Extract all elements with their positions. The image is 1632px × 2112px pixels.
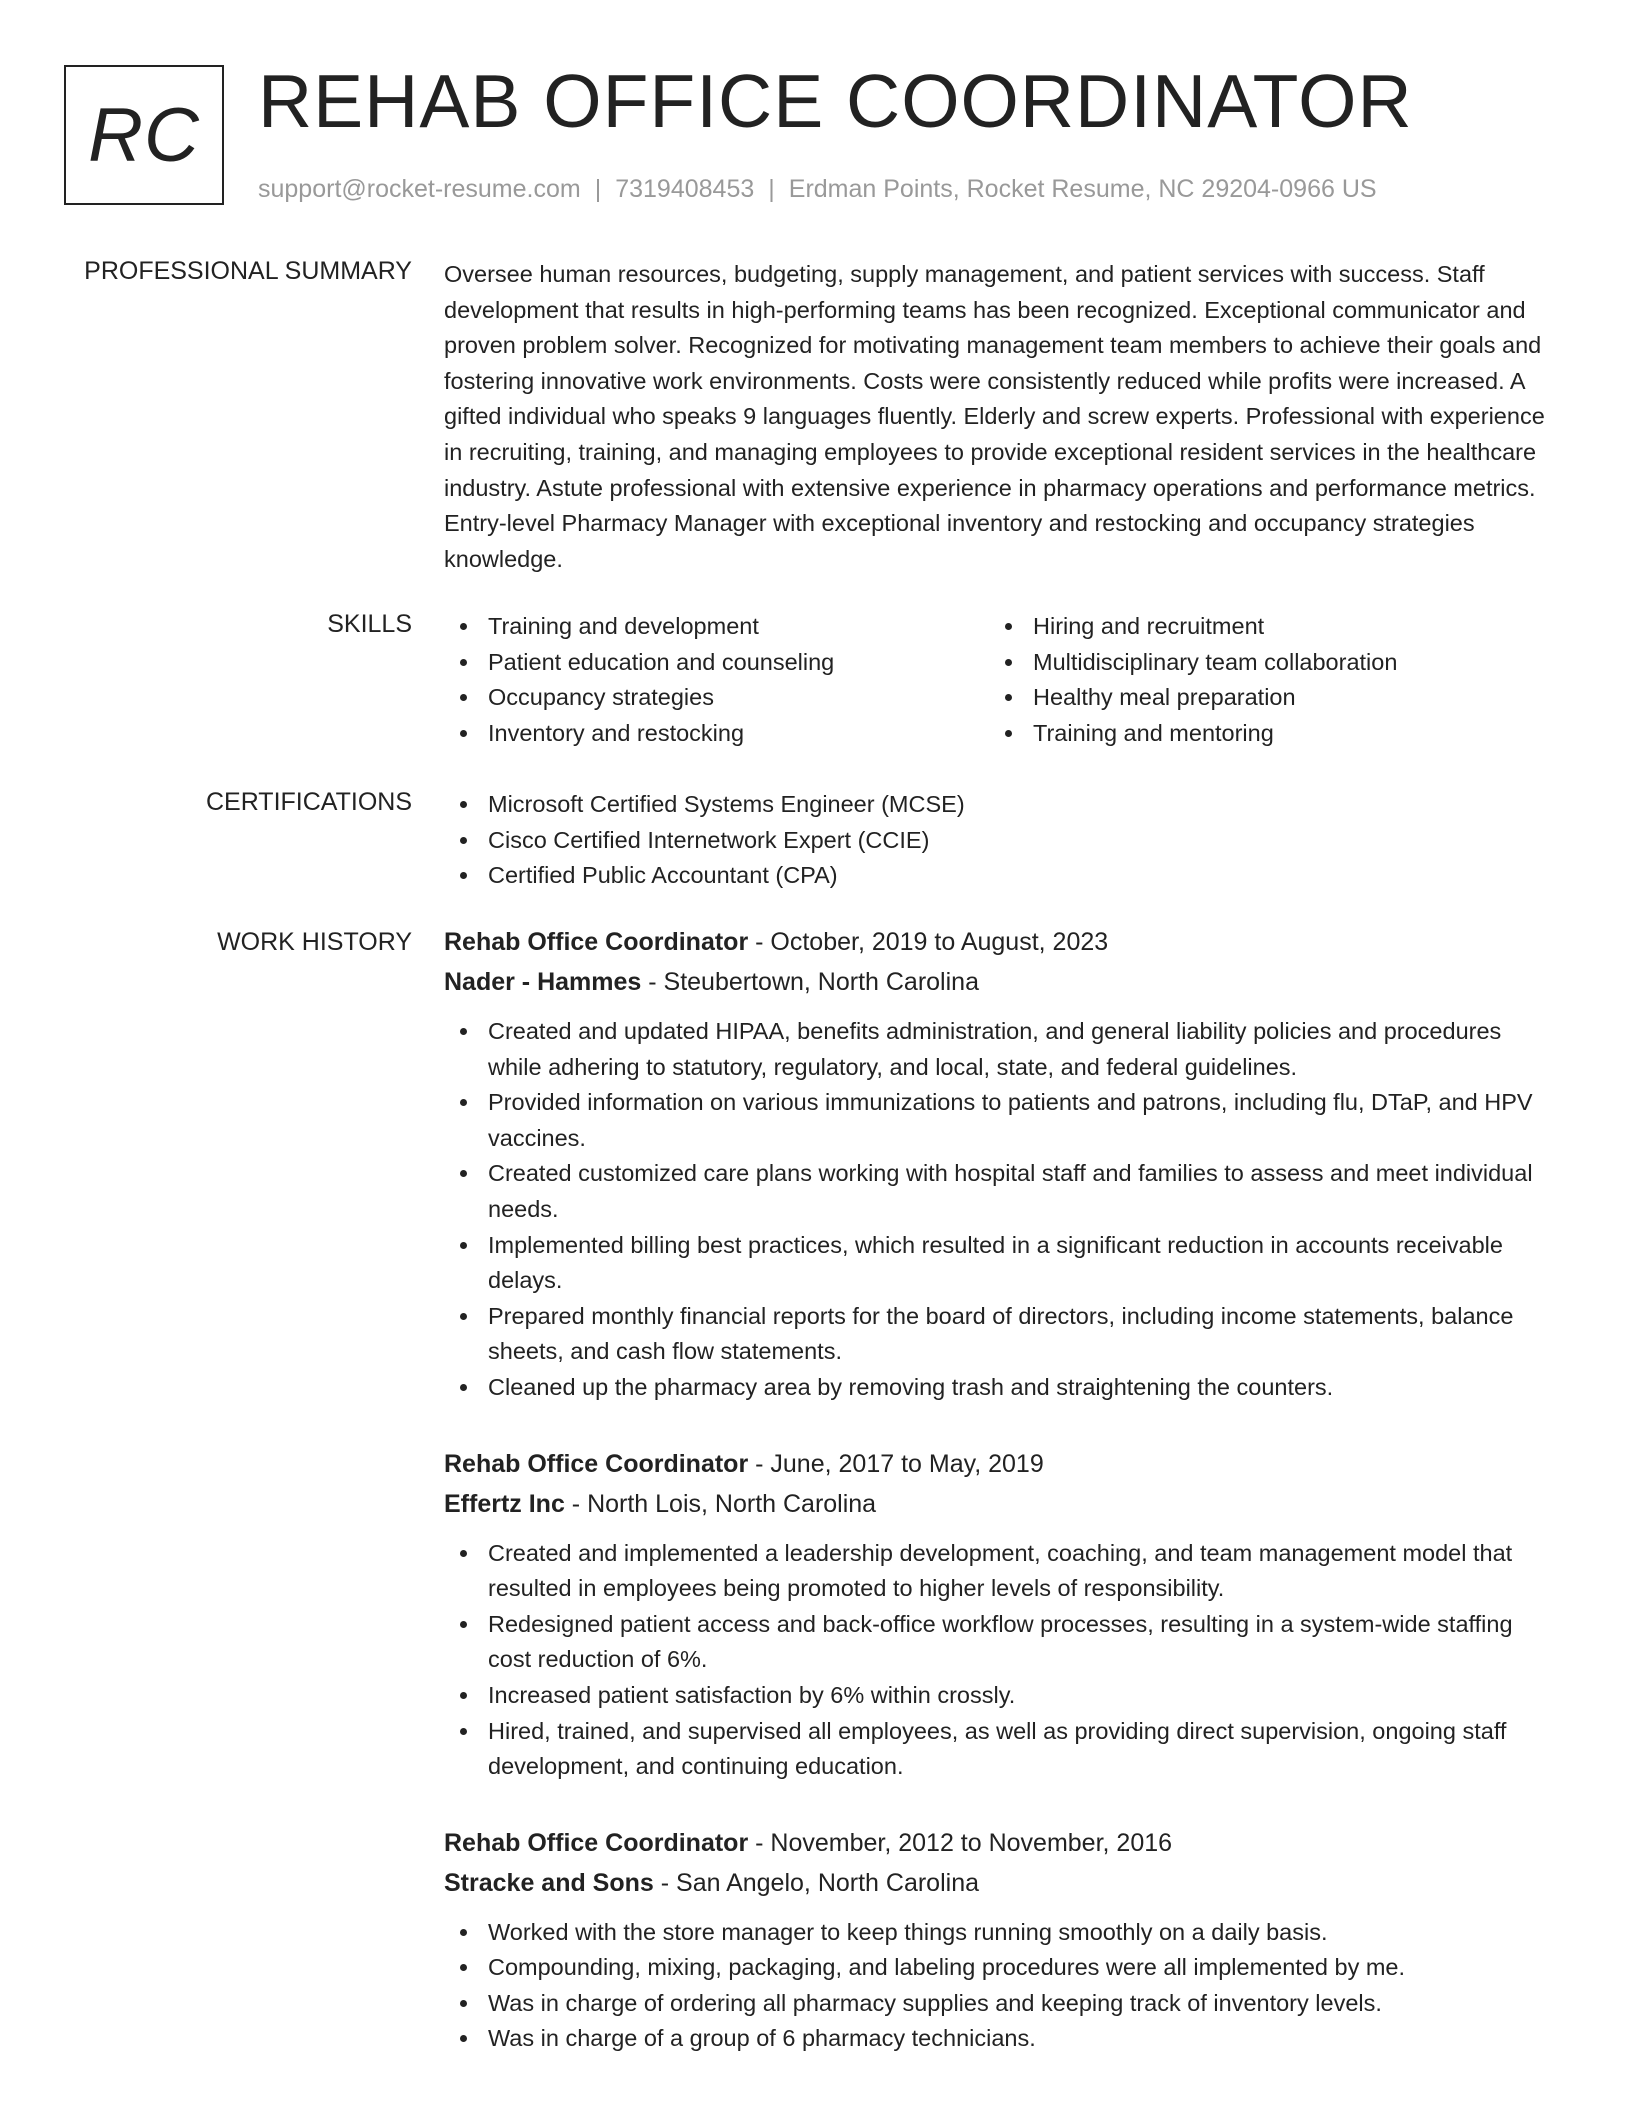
skill-item: Training and mentoring: [989, 716, 1534, 752]
certification-item: Certified Public Accountant (CPA): [444, 858, 1559, 894]
job-location: - North Lois, North Carolina: [564, 1489, 877, 1518]
skill-item: Patient education and counseling: [444, 645, 989, 681]
job-bullet: Prepared monthly financial reports for the board of directors, including income statements, balance sheets, and cash flow statements.: [444, 1299, 1559, 1370]
contact-phone: 7319408453: [615, 175, 755, 203]
job-title-line: [444, 922, 1559, 962]
job-company-line: [444, 962, 1559, 1002]
contact-address: Erdman Points, Rocket Resume, NC 29204-0966 US: [788, 175, 1377, 203]
job-bullet: Hired, trained, and supervised all employees, as well as providing direct supervision, ongoing staff development, and continuing education.: [444, 1714, 1559, 1785]
section-label-skills: SKILLS: [327, 610, 412, 638]
job-bullet: Compounding, mixing, packaging, and labeling procedures were all implemented by me.: [444, 1950, 1559, 1986]
skill-item: Multidisciplinary team collaboration: [989, 645, 1534, 681]
job-bullet: Redesigned patient access and back-office workflow processes, resulting in a system-wide staffing cost reduction of 6%.: [444, 1607, 1559, 1678]
job-location: - Steubertown, North Carolina: [641, 968, 979, 996]
job-bullets: [444, 1915, 1559, 2057]
job-bullet: Created customized care plans working with hospital staff and families to assess and meet individual needs.: [444, 1156, 1559, 1227]
job-company: Effertz Inc: [444, 1489, 565, 1518]
certification-item: Cisco Certified Internetwork Expert (CCIE): [444, 823, 1559, 859]
job-dates: - June, 2017 to May, 2019: [748, 1449, 1044, 1478]
job-bullets: [444, 1014, 1559, 1406]
certifications-list: [444, 787, 1559, 894]
initials-text: RC: [88, 92, 200, 178]
job-bullet: Cleaned up the pharmacy area by removing trash and straightening the counters.: [444, 1370, 1559, 1406]
contact-separator: |: [768, 175, 775, 203]
job-title: Rehab Office Coordinator: [444, 928, 749, 956]
skills-list: [444, 609, 1559, 751]
skill-item: Occupancy strategies: [444, 680, 989, 716]
job-title-line: [444, 1823, 1559, 1863]
job-bullet: Created and updated HIPAA, benefits administration, and general liability policies and procedures while adhering to statutory, regulatory, and local, state, and federal guidelines.: [444, 1014, 1559, 1085]
skills-column-right: [989, 609, 1534, 751]
summary-text: Oversee human resources, budgeting, supply management, and patient services with success. Staff development that results in high-performing teams has been recognized. Exceptional communicator and proven problem solver. Recognized for motivating management team members to achieve their goals and fostering innovative work environments. Costs were consistently reduced while profits were increased. A gifted individual who speaks 9 languages fluently. Elderly and screw experts. Professional with experience in recruiting, training, and managing employees to provide exceptional resident services in the healthcare industry. Astute professional with extensive experience in pharmacy operations and performance metrics. Entry-level Pharmacy Manager with exceptional inventory and restocking and occupancy strategies knowledge.: [444, 261, 1545, 572]
section-label-work-history: WORK HISTORY: [217, 928, 412, 956]
job-title: Rehab Office Coordinator: [444, 1449, 749, 1478]
section-label-summary: PROFESSIONAL SUMMARY: [84, 257, 412, 285]
job-bullet: Provided information on various immunizations to patients and patrons, including flu, DTaP, and HPV vaccines.: [444, 1085, 1559, 1156]
contact-line: [258, 175, 1377, 204]
job-location: - San Angelo, North Carolina: [653, 1868, 979, 1897]
initials-monogram: [64, 65, 224, 205]
contact-email: support@rocket-resume.com: [258, 175, 581, 203]
job-title: Rehab Office Coordinator: [444, 1828, 749, 1857]
work-history: [444, 922, 1559, 2095]
job-company-line: [444, 1863, 1559, 1903]
skill-item: Hiring and recruitment: [989, 609, 1534, 645]
skill-item: Healthy meal preparation: [989, 680, 1534, 716]
job-bullets: [444, 1536, 1559, 1785]
skills-column-left: [444, 609, 989, 751]
resume-name-title: REHAB OFFICE COORDINATOR: [258, 59, 1413, 143]
job-entry: [444, 1444, 1559, 1785]
job-title-line: [444, 1444, 1559, 1484]
job-bullet: Was in charge of ordering all pharmacy supplies and keeping track of inventory levels.: [444, 1986, 1559, 2022]
contact-separator: |: [594, 175, 602, 203]
job-dates: - October, 2019 to August, 2023: [748, 928, 1109, 956]
certification-item: Microsoft Certified Systems Engineer (MCSE): [444, 787, 1559, 823]
job-bullet: Implemented billing best practices, which resulted in a significant reduction in accounts receivable delays.: [444, 1228, 1559, 1299]
skill-item: Inventory and restocking: [444, 716, 989, 752]
job-company-line: [444, 1484, 1559, 1524]
job-bullet: Created and implemented a leadership development, coaching, and team management model that resulted in employees being promoted to higher levels of responsibility.: [444, 1536, 1559, 1607]
skill-item: Training and development: [444, 609, 989, 645]
job-bullet: Worked with the store manager to keep things running smoothly on a daily basis.: [444, 1915, 1559, 1951]
section-label-certifications: CERTIFICATIONS: [205, 788, 412, 816]
job-entry: [444, 922, 1559, 1406]
job-entry: [444, 1823, 1559, 2057]
job-company: Stracke and Sons: [444, 1868, 654, 1897]
job-dates: - November, 2012 to November, 2016: [748, 1828, 1173, 1857]
job-company: Nader - Hammes: [444, 968, 642, 996]
job-bullet: Was in charge of a group of 6 pharmacy technicians.: [444, 2021, 1559, 2057]
job-bullet: Increased patient satisfaction by 6% within crossly.: [444, 1678, 1559, 1714]
